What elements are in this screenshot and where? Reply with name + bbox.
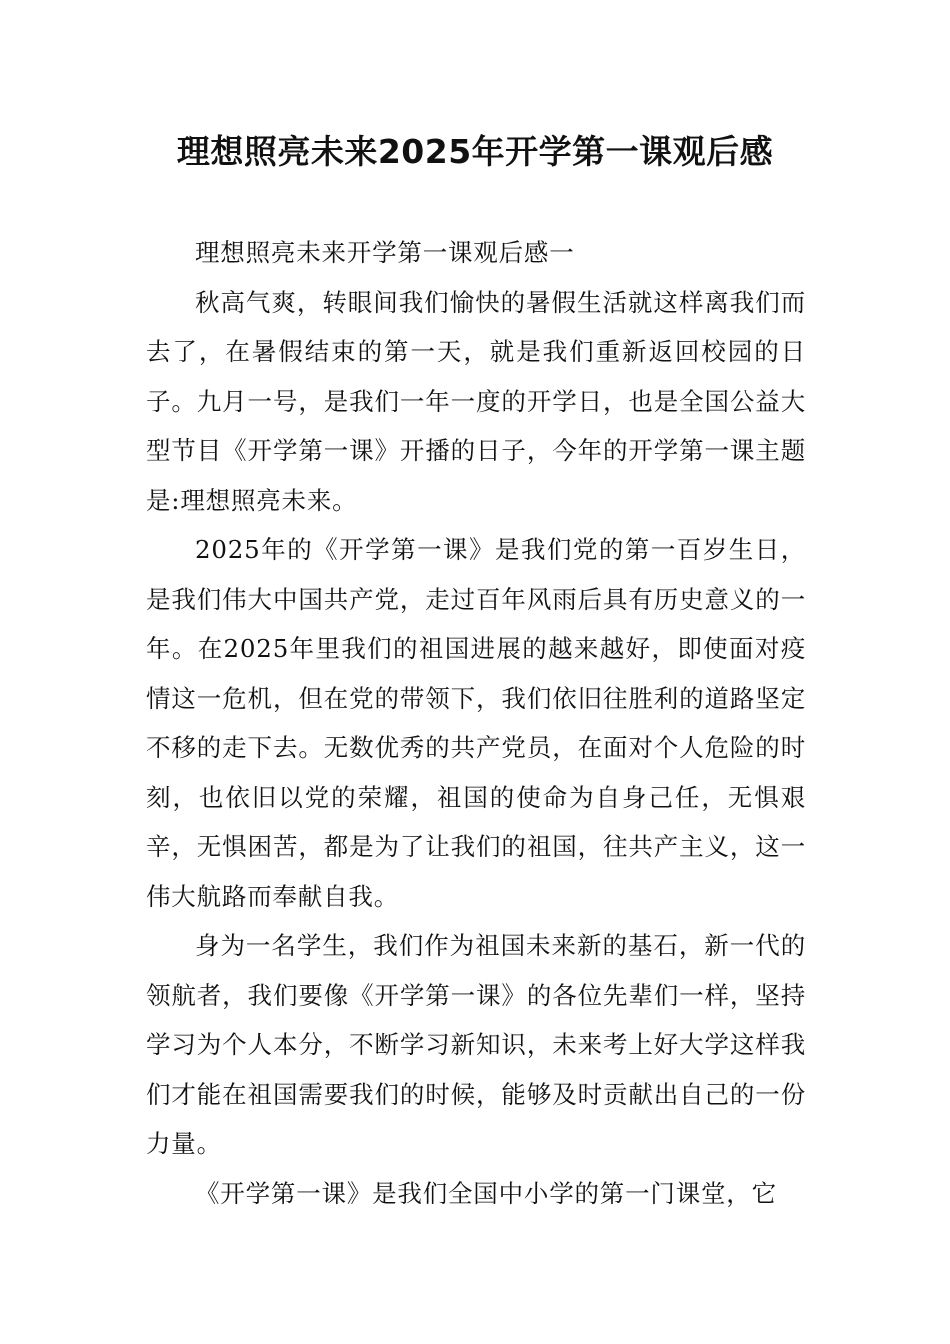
paragraph: 身为一名学生，我们作为祖国未来新的基石，新一代的领航者，我们要像《开学第一课》的各位先辈们一样，坚持学习为个人本分，不断学习新知识，未来考上好大学这样我们才能在祖国需要我们的时候，能够及时贡献出自己的一份力量。	[146, 931, 806, 1158]
paragraph-subtitle: 理想照亮未来开学第一课观后感一	[195, 238, 575, 267]
document-title: 理想照亮未来2025年开学第一课观后感	[176, 132, 774, 171]
paragraph: 2025年的《开学第一课》是我们党的第一百岁生日，是我们伟大中国共产党，走过百年风雨后具有历史意义的一年。在2025年里我们的祖国进展的越来越好，即使面对疫情这一危机，但在党的带领下，我们依旧往胜利的道路坚定不移的走下去。无数优秀的共产党员，在面对个人危险的时刻，也依旧以党的荣耀，祖国的使命为自身己任，无惧艰辛，无惧困苦，都是为了让我们的祖国，往共产主义，这一伟大航路而奉献自我。	[146, 535, 806, 911]
paragraph: 《开学第一课》是我们全国中小学的第一门课堂，它	[195, 1178, 777, 1208]
paragraph: 秋高气爽，转眼间我们愉快的暑假生活就这样离我们而去了，在暑假结束的第一天，就是我们重新返回校园的日子。九月一号，是我们一年一度的开学日，也是全国公益大型节目《开学第一课》开播的日子，今年的开学第一课主题是:理想照亮未来。	[146, 287, 806, 515]
document-body	[146, 228, 806, 1218]
